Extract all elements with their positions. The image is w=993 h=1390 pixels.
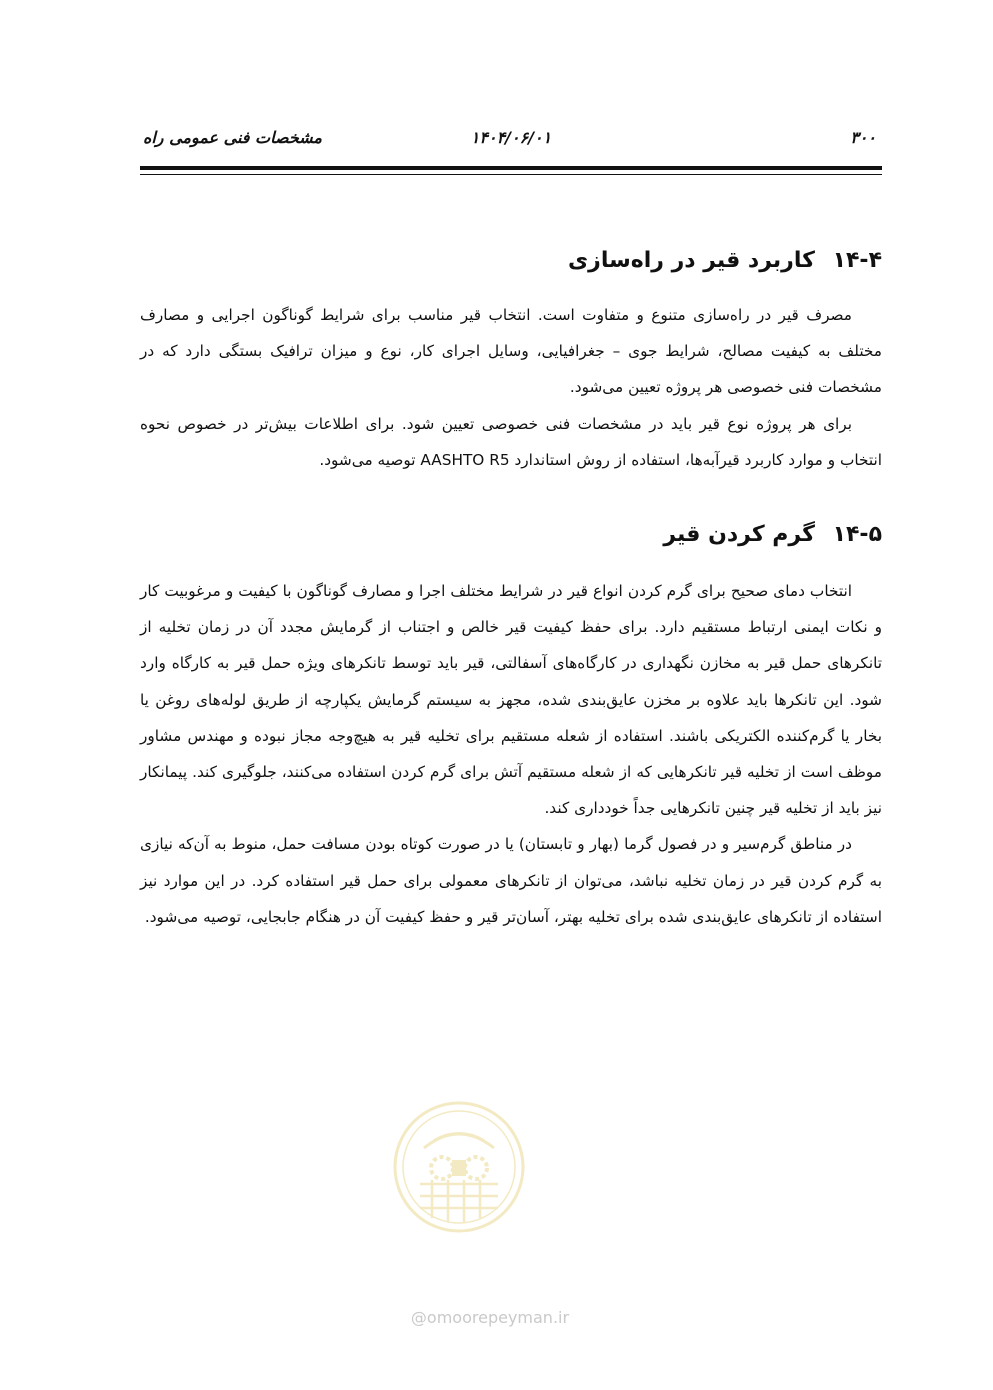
paragraph: مصرف قیر در راه‌سازی متنوع و متفاوت است. انتخاب قیر مناسب برای شرایط گوناگون اجرایی و مصارف مختلف به کیفیت مصالح، شرایط جوی – جغرافیایی، وسایل اجرای کار، نوع و میزان ترافیک بستگی دارد که در مشخصات فنی خصوصی هر پروژه تعیین می‌شود. xyxy=(140,306,882,397)
page-content xyxy=(140,244,882,935)
paragraph-text: برای هر پروژه نوع قیر باید در مشخصات فنی خصوصی تعیین شود. برای اطلاعات بیش‌تر در خصوص نحوه انتخاب و موارد کاربرد قیرآبه‌ها، استفاده از روش استاندارد xyxy=(140,414,882,469)
watermark-seal-icon xyxy=(392,1100,526,1234)
section-heading-14-5 xyxy=(140,518,882,551)
running-header xyxy=(140,128,882,156)
paragraph-text: توصیه می‌شود. xyxy=(319,450,416,469)
header-date: ۱۴۰۴/۰۶/۰۱ xyxy=(470,128,552,147)
standard-code: AASHTO R5 xyxy=(420,450,510,469)
section-number: ۱۴-۴ xyxy=(832,248,882,273)
section-number: ۱۴-۵ xyxy=(832,522,882,548)
paragraph: انتخاب دمای صحیح برای گرم کردن انواع قیر در شرایط مختلف اجرا و مصارف گوناگون با کیفیت و مرغوبیت کار و نکات ایمنی ارتباط مستقیم دارد. برای حفظ کیفیت قیر خالص و اجتناب از گرمایش مجدد آن در زمان تخلیه از تانکرهای حمل قیر به مخازن نگهداری در کارگاه‌های آسفالتی، قیر باید توسط تانکرهای ویژه حمل قیر به کارگاه وارد شود. این تانکرها باید علاوه بر مخزن عایق‌بندی شده، مجهز به سیستم گرمایش یکپارچه از طریق لوله‌های روغن یا بخار یا گرم‌کننده الکتریکی باشند. استفاده از شعله مستقیم برای تخلیه قیر به هیچ‌وجه مجاز نبوده و مهندس مشاور موظف است از تخلیه قیر تانکرهایی که از شعله مستقیم آتش برای گرم کردن استفاده می‌کنند، جلوگیری کند. پیمانکار نیز باید از تخلیه قیر چنین تانکرهایی جداً خودداری کند. xyxy=(140,582,882,818)
header-title: مشخصات فنی عمومی راه xyxy=(142,128,322,147)
header-rule-thick xyxy=(140,166,882,170)
header-rule-thin xyxy=(140,174,882,175)
section-heading-14-4 xyxy=(140,244,882,277)
page-number: ۳۰۰ xyxy=(850,128,876,147)
paragraph: در مناطق گرم‌سیر و در فصول گرما (بهار و تابستان) یا در صورت کوتاه بودن مسافت حمل، منوط به آن‌که نیازی به گرم کردن قیر در زمان تخلیه نباشد، می‌توان از تانکرهای معمولی برای حمل قیر استفاده کرد. در این موارد نیز استفاده از تانکرهای عایق‌بندی شده برای تخلیه بهتر، آسان‌تر قیر و حفظ کیفیت آن در هنگام جابجایی، توصیه می‌شود. xyxy=(140,835,882,926)
paragraph xyxy=(140,406,882,478)
section-title: کاربرد قیر در راه‌سازی xyxy=(568,248,815,273)
watermark-text: @omoorepeyman.ir xyxy=(410,1308,570,1327)
section-title: گرم کردن قیر xyxy=(663,522,815,548)
